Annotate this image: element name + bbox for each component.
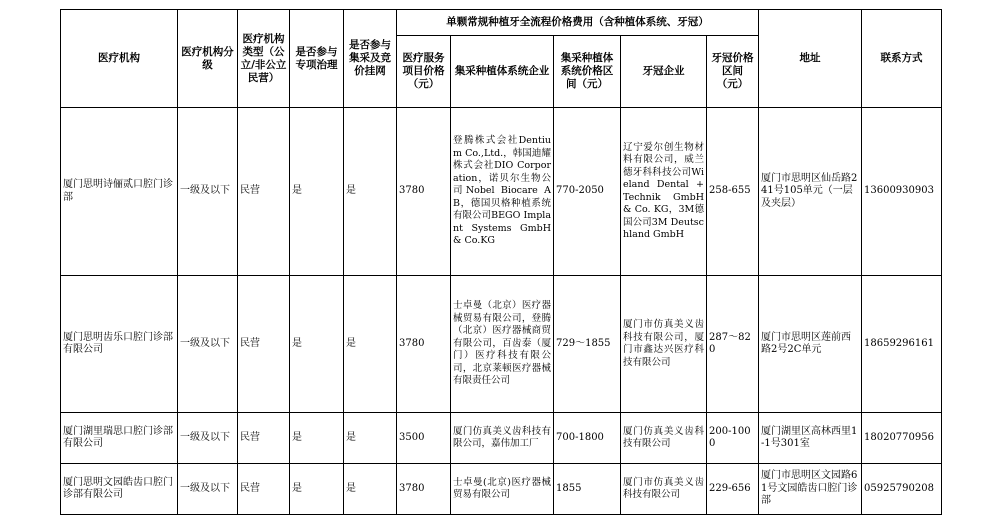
col-header-governance: 是否参与专项治理: [290, 10, 344, 108]
cell-contact: 05925790208: [862, 464, 942, 515]
col-header-type: 医疗机构类型（公立/非公立民营）: [238, 10, 290, 108]
cell-crown-company: 厦门市仿真美义齿科技有限公司: [621, 464, 707, 515]
cell-grade: 一级及以下: [178, 413, 238, 464]
cell-crown-price: 229-656: [707, 464, 759, 515]
cell-service-price: 3500: [397, 413, 451, 464]
table-row: [61, 108, 942, 276]
cell-contact: 18659296161: [862, 276, 942, 413]
cell-crown-price: 287～820: [707, 276, 759, 413]
cell-address: 厦门市思明区文园路61号文园皓齿口腔门诊部: [759, 464, 862, 515]
col-header-implant-company: 集采种植体系统企业: [451, 36, 554, 108]
cell-institution: 厦门湖里瑞思口腔门诊部有限公司: [61, 413, 178, 464]
table-row: [61, 413, 942, 464]
cell-implant-price: 1855: [554, 464, 621, 515]
table-row: [61, 464, 942, 515]
col-header-crown-company: 牙冠企业: [621, 36, 707, 108]
cell-implant-price: 700-1800: [554, 413, 621, 464]
cell-address: 厦门市思明区莲前西路2号2C单元: [759, 276, 862, 413]
table-row: [61, 276, 942, 413]
price-table: [60, 9, 942, 515]
cell-governance: 是: [290, 413, 344, 464]
cell-service-price: 3780: [397, 276, 451, 413]
cell-grade: 一级及以下: [178, 108, 238, 276]
cell-address: 厦门市思明区仙岳路241号105单元（一层及夹层）: [759, 108, 862, 276]
cell-procurement: 是: [344, 276, 397, 413]
col-header-group-title: 单颗常规种植牙全流程价格费用（含种植体系统、牙冠）: [397, 10, 759, 36]
cell-implant-price: 770-2050: [554, 108, 621, 276]
cell-institution: 厦门思明诗俪贰口腔门诊部: [61, 108, 178, 276]
cell-crown-price: 200-1000: [707, 413, 759, 464]
cell-procurement: 是: [344, 464, 397, 515]
col-header-contact: 联系方式: [862, 10, 942, 108]
cell-contact: 13600930903: [862, 108, 942, 276]
cell-crown-company: 厦门市仿真美义齿科技有限公司，厦门市鑫达兴医疗科技有限公司: [621, 276, 707, 413]
cell-implant-company: 士卓曼（北京）医疗器械贸易有限公司，登腾（北京）医疗器械商贸有限公司，百齿泰（厦门）医疗科技有限公司，北京莱顿医疗器械有限责任公司: [451, 276, 554, 413]
cell-crown-company: 辽宁爱尔创生物材料有限公司，威兰德牙科科技公司Wieland Dental + Technik GmbH & Co. KG，3M德国公司3M Deutschland GmbH: [621, 108, 707, 276]
cell-governance: 是: [290, 464, 344, 515]
cell-institution: 厦门思明文园皓齿口腔门诊部有限公司: [61, 464, 178, 515]
cell-implant-company: 登腾株式会社Dentium Co.,Ltd.，韩国迪耀株式会社DIO Corporation，诺贝尔生物公司Nobel Biocare AB，德国贝格种植系统有限公司BEGO Implant Systems GmbH & Co.KG: [451, 108, 554, 276]
cell-service-price: 3780: [397, 464, 451, 515]
col-header-crown-price: 牙冠价格区间（元）: [707, 36, 759, 108]
cell-type: 民营: [238, 464, 290, 515]
cell-contact: 18020770956: [862, 413, 942, 464]
cell-type: 民营: [238, 413, 290, 464]
col-header-service-price: 医疗服务项目价格（元）: [397, 36, 451, 108]
cell-grade: 一级及以下: [178, 276, 238, 413]
cell-implant-company: 士卓曼(北京)医疗器械贸易有限公司: [451, 464, 554, 515]
cell-type: 民营: [238, 276, 290, 413]
cell-institution: 厦门思明齿乐口腔门诊部有限公司: [61, 276, 178, 413]
cell-procurement: 是: [344, 413, 397, 464]
col-header-implant-price: 集采种植体系统价格区间（元）: [554, 36, 621, 108]
cell-procurement: 是: [344, 108, 397, 276]
col-header-address: 地址: [759, 10, 862, 108]
cell-implant-company: 厦门仿真美义齿科技有限公司，嘉伟加工厂: [451, 413, 554, 464]
col-header-grade: 医疗机构分级: [178, 10, 238, 108]
cell-service-price: 3780: [397, 108, 451, 276]
cell-governance: 是: [290, 108, 344, 276]
cell-implant-price: 729～1855: [554, 276, 621, 413]
cell-type: 民营: [238, 108, 290, 276]
col-header-institution: 医疗机构: [61, 10, 178, 108]
cell-crown-company: 厦门仿真美义齿科技有限公司: [621, 413, 707, 464]
cell-crown-price: 258-655: [707, 108, 759, 276]
cell-governance: 是: [290, 276, 344, 413]
col-header-procurement: 是否参与集采及竞价挂网: [344, 10, 397, 108]
cell-grade: 一级及以下: [178, 464, 238, 515]
header-row-1: [61, 10, 942, 36]
cell-address: 厦门湖里区高林西里1-1号301室: [759, 413, 862, 464]
